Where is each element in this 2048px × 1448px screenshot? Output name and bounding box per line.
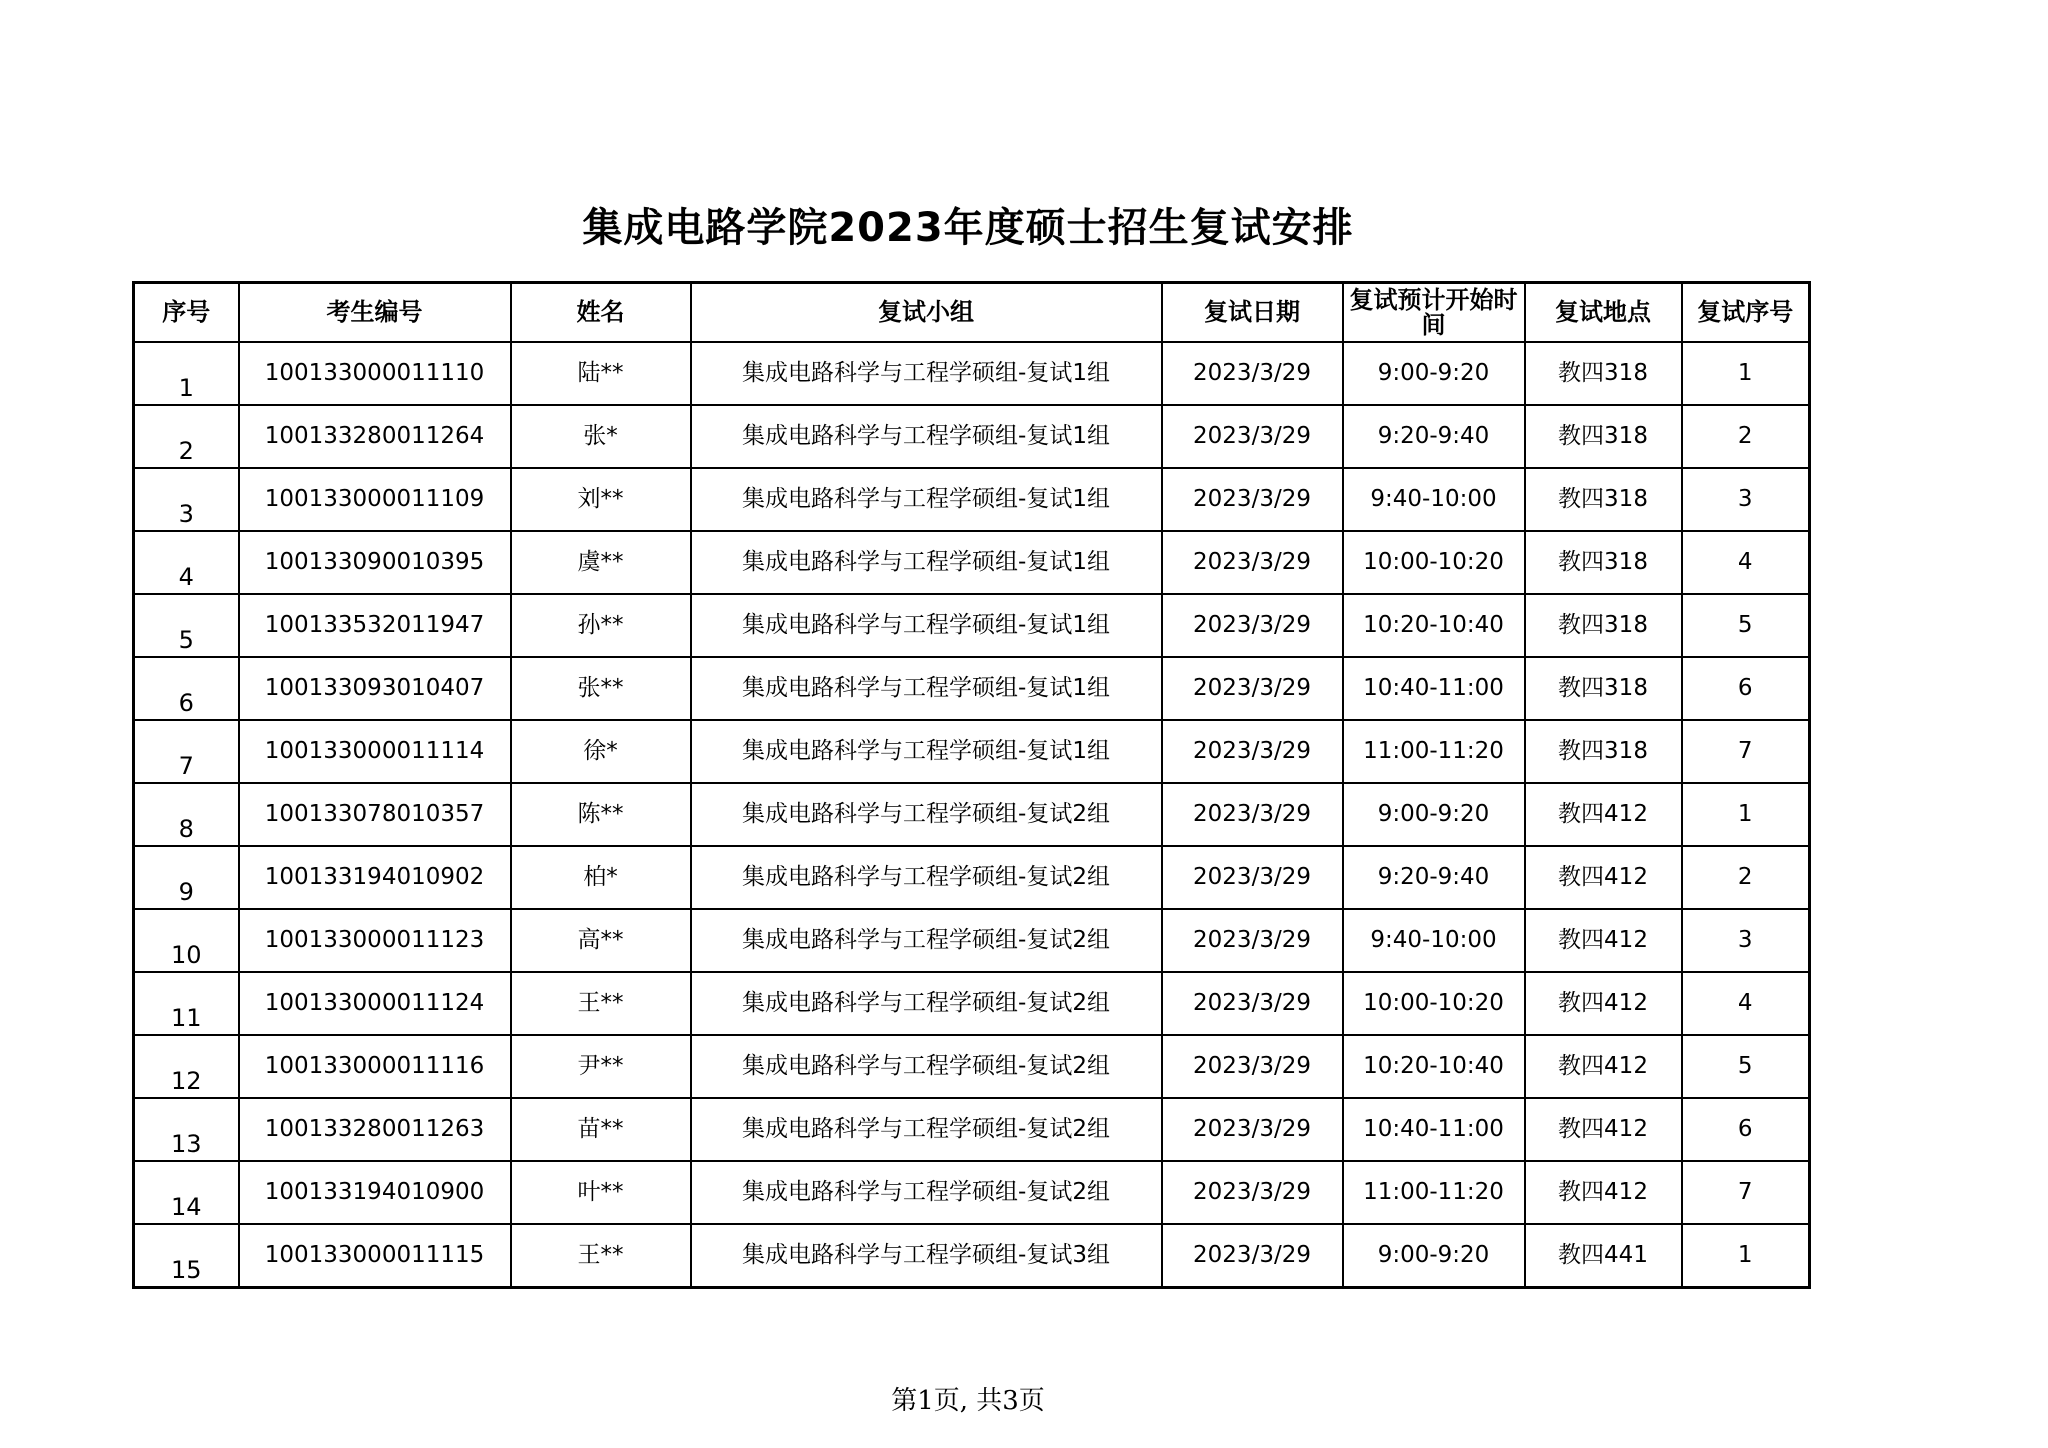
- table-row: [134, 846, 1810, 909]
- name-cell: 高**: [511, 909, 691, 972]
- order-cell: 1: [1682, 1224, 1810, 1288]
- order-cell: 1: [1682, 342, 1810, 405]
- start-time-cell: 10:40-11:00: [1343, 1098, 1525, 1161]
- table-row: [134, 1161, 1810, 1224]
- group-cell: 集成电路科学与工程学硕组-复试1组: [691, 720, 1162, 783]
- order-cell: 5: [1682, 1035, 1810, 1098]
- header-seq: 序号: [134, 283, 239, 343]
- group-cell: 集成电路科学与工程学硕组-复试1组: [691, 342, 1162, 405]
- table-row: [134, 783, 1810, 846]
- table-row: [134, 594, 1810, 657]
- order-cell: 3: [1682, 909, 1810, 972]
- location-cell: 教四441: [1525, 1224, 1682, 1288]
- date-cell: 2023/3/29: [1162, 1098, 1343, 1161]
- group-cell: 集成电路科学与工程学硕组-复试3组: [691, 1224, 1162, 1288]
- start-time-cell: 11:00-11:20: [1343, 1161, 1525, 1224]
- candidate-id-cell: 100133000011110: [239, 342, 511, 405]
- name-cell: 虞**: [511, 531, 691, 594]
- header-name: 姓名: [511, 283, 691, 343]
- group-cell: 集成电路科学与工程学硕组-复试1组: [691, 657, 1162, 720]
- start-time-cell: 9:00-9:20: [1343, 342, 1525, 405]
- order-cell: 3: [1682, 468, 1810, 531]
- location-cell: 教四318: [1525, 720, 1682, 783]
- candidate-id-cell: 100133532011947: [239, 594, 511, 657]
- date-cell: 2023/3/29: [1162, 972, 1343, 1035]
- name-cell: 陆**: [511, 342, 691, 405]
- date-cell: 2023/3/29: [1162, 468, 1343, 531]
- name-cell: 张*: [511, 405, 691, 468]
- date-cell: 2023/3/29: [1162, 720, 1343, 783]
- name-cell: 叶**: [511, 1161, 691, 1224]
- seq-cell: 11: [134, 972, 239, 1035]
- name-cell: 王**: [511, 1224, 691, 1288]
- name-cell: 刘**: [511, 468, 691, 531]
- group-cell: 集成电路科学与工程学硕组-复试1组: [691, 531, 1162, 594]
- group-cell: 集成电路科学与工程学硕组-复试2组: [691, 909, 1162, 972]
- start-time-cell: 9:20-9:40: [1343, 405, 1525, 468]
- seq-cell: 7: [134, 720, 239, 783]
- location-cell: 教四412: [1525, 972, 1682, 1035]
- location-cell: 教四412: [1525, 1098, 1682, 1161]
- table-row: [134, 1224, 1810, 1288]
- seq-cell: 10: [134, 909, 239, 972]
- date-cell: 2023/3/29: [1162, 1035, 1343, 1098]
- order-cell: 4: [1682, 972, 1810, 1035]
- group-cell: 集成电路科学与工程学硕组-复试2组: [691, 1098, 1162, 1161]
- group-cell: 集成电路科学与工程学硕组-复试2组: [691, 783, 1162, 846]
- name-cell: 孙**: [511, 594, 691, 657]
- order-cell: 5: [1682, 594, 1810, 657]
- name-cell: 尹**: [511, 1035, 691, 1098]
- schedule-table: [132, 281, 1811, 1289]
- candidate-id-cell: 100133093010407: [239, 657, 511, 720]
- date-cell: 2023/3/29: [1162, 1161, 1343, 1224]
- seq-cell: 1: [134, 342, 239, 405]
- start-time-cell: 10:20-10:40: [1343, 1035, 1525, 1098]
- name-cell: 王**: [511, 972, 691, 1035]
- candidate-id-cell: 100133280011264: [239, 405, 511, 468]
- location-cell: 教四412: [1525, 909, 1682, 972]
- table-row: [134, 909, 1810, 972]
- candidate-id-cell: 100133090010395: [239, 531, 511, 594]
- table-row: [134, 1098, 1810, 1161]
- date-cell: 2023/3/29: [1162, 1224, 1343, 1288]
- name-cell: 陈**: [511, 783, 691, 846]
- order-cell: 6: [1682, 1098, 1810, 1161]
- candidate-id-cell: 100133000011109: [239, 468, 511, 531]
- location-cell: 教四412: [1525, 783, 1682, 846]
- start-time-cell: 9:00-9:20: [1343, 783, 1525, 846]
- seq-cell: 12: [134, 1035, 239, 1098]
- order-cell: 7: [1682, 720, 1810, 783]
- header-order: 复试序号: [1682, 283, 1810, 343]
- seq-cell: 15: [134, 1224, 239, 1288]
- candidate-id-cell: 100133194010902: [239, 846, 511, 909]
- candidate-id-cell: 100133280011263: [239, 1098, 511, 1161]
- name-cell: 苗**: [511, 1098, 691, 1161]
- location-cell: 教四412: [1525, 1035, 1682, 1098]
- start-time-cell: 10:20-10:40: [1343, 594, 1525, 657]
- seq-cell: 3: [134, 468, 239, 531]
- start-time-cell: 10:40-11:00: [1343, 657, 1525, 720]
- group-cell: 集成电路科学与工程学硕组-复试2组: [691, 972, 1162, 1035]
- order-cell: 2: [1682, 846, 1810, 909]
- header-group: 复试小组: [691, 283, 1162, 343]
- table-row: [134, 657, 1810, 720]
- date-cell: 2023/3/29: [1162, 405, 1343, 468]
- seq-cell: 4: [134, 531, 239, 594]
- order-cell: 7: [1682, 1161, 1810, 1224]
- location-cell: 教四318: [1525, 468, 1682, 531]
- candidate-id-cell: 100133194010900: [239, 1161, 511, 1224]
- date-cell: 2023/3/29: [1162, 909, 1343, 972]
- table-header-row: [134, 283, 1810, 343]
- start-time-cell: 9:40-10:00: [1343, 909, 1525, 972]
- date-cell: 2023/3/29: [1162, 657, 1343, 720]
- seq-cell: 9: [134, 846, 239, 909]
- name-cell: 张**: [511, 657, 691, 720]
- seq-cell: 13: [134, 1098, 239, 1161]
- table-row: [134, 468, 1810, 531]
- seq-cell: 8: [134, 783, 239, 846]
- date-cell: 2023/3/29: [1162, 783, 1343, 846]
- date-cell: 2023/3/29: [1162, 846, 1343, 909]
- start-time-cell: 9:20-9:40: [1343, 846, 1525, 909]
- candidate-id-cell: 100133000011115: [239, 1224, 511, 1288]
- candidate-id-cell: 100133000011116: [239, 1035, 511, 1098]
- order-cell: 6: [1682, 657, 1810, 720]
- location-cell: 教四318: [1525, 657, 1682, 720]
- location-cell: 教四412: [1525, 846, 1682, 909]
- name-cell: 柏*: [511, 846, 691, 909]
- group-cell: 集成电路科学与工程学硕组-复试2组: [691, 846, 1162, 909]
- table-row: [134, 531, 1810, 594]
- order-cell: 4: [1682, 531, 1810, 594]
- seq-cell: 14: [134, 1161, 239, 1224]
- table-row: [134, 405, 1810, 468]
- order-cell: 1: [1682, 783, 1810, 846]
- page-title: 集成电路学院2023年度硕士招生复试安排: [582, 205, 1354, 251]
- seq-cell: 5: [134, 594, 239, 657]
- group-cell: 集成电路科学与工程学硕组-复试2组: [691, 1035, 1162, 1098]
- table-row: [134, 720, 1810, 783]
- location-cell: 教四318: [1525, 594, 1682, 657]
- table-row: [134, 972, 1810, 1035]
- candidate-id-cell: 100133000011114: [239, 720, 511, 783]
- group-cell: 集成电路科学与工程学硕组-复试1组: [691, 468, 1162, 531]
- page-footer: 第1页, 共3页: [891, 1386, 1045, 1416]
- candidate-id-cell: 100133078010357: [239, 783, 511, 846]
- date-cell: 2023/3/29: [1162, 531, 1343, 594]
- start-time-cell: 10:00-10:20: [1343, 972, 1525, 1035]
- candidate-id-cell: 100133000011123: [239, 909, 511, 972]
- start-time-cell: 9:40-10:00: [1343, 468, 1525, 531]
- location-cell: 教四412: [1525, 1161, 1682, 1224]
- header-candidate-id: 考生编号: [239, 283, 511, 343]
- group-cell: 集成电路科学与工程学硕组-复试1组: [691, 594, 1162, 657]
- candidate-id-cell: 100133000011124: [239, 972, 511, 1035]
- header-date: 复试日期: [1162, 283, 1343, 343]
- order-cell: 2: [1682, 405, 1810, 468]
- header-location: 复试地点: [1525, 283, 1682, 343]
- table-row: [134, 342, 1810, 405]
- date-cell: 2023/3/29: [1162, 594, 1343, 657]
- table-row: [134, 1035, 1810, 1098]
- date-cell: 2023/3/29: [1162, 342, 1343, 405]
- location-cell: 教四318: [1525, 405, 1682, 468]
- start-time-cell: 10:00-10:20: [1343, 531, 1525, 594]
- seq-cell: 6: [134, 657, 239, 720]
- header-start-time: 复试预计开始时间: [1343, 283, 1525, 343]
- seq-cell: 2: [134, 405, 239, 468]
- name-cell: 徐*: [511, 720, 691, 783]
- start-time-cell: 9:00-9:20: [1343, 1224, 1525, 1288]
- start-time-cell: 11:00-11:20: [1343, 720, 1525, 783]
- group-cell: 集成电路科学与工程学硕组-复试2组: [691, 1161, 1162, 1224]
- group-cell: 集成电路科学与工程学硕组-复试1组: [691, 405, 1162, 468]
- location-cell: 教四318: [1525, 531, 1682, 594]
- location-cell: 教四318: [1525, 342, 1682, 405]
